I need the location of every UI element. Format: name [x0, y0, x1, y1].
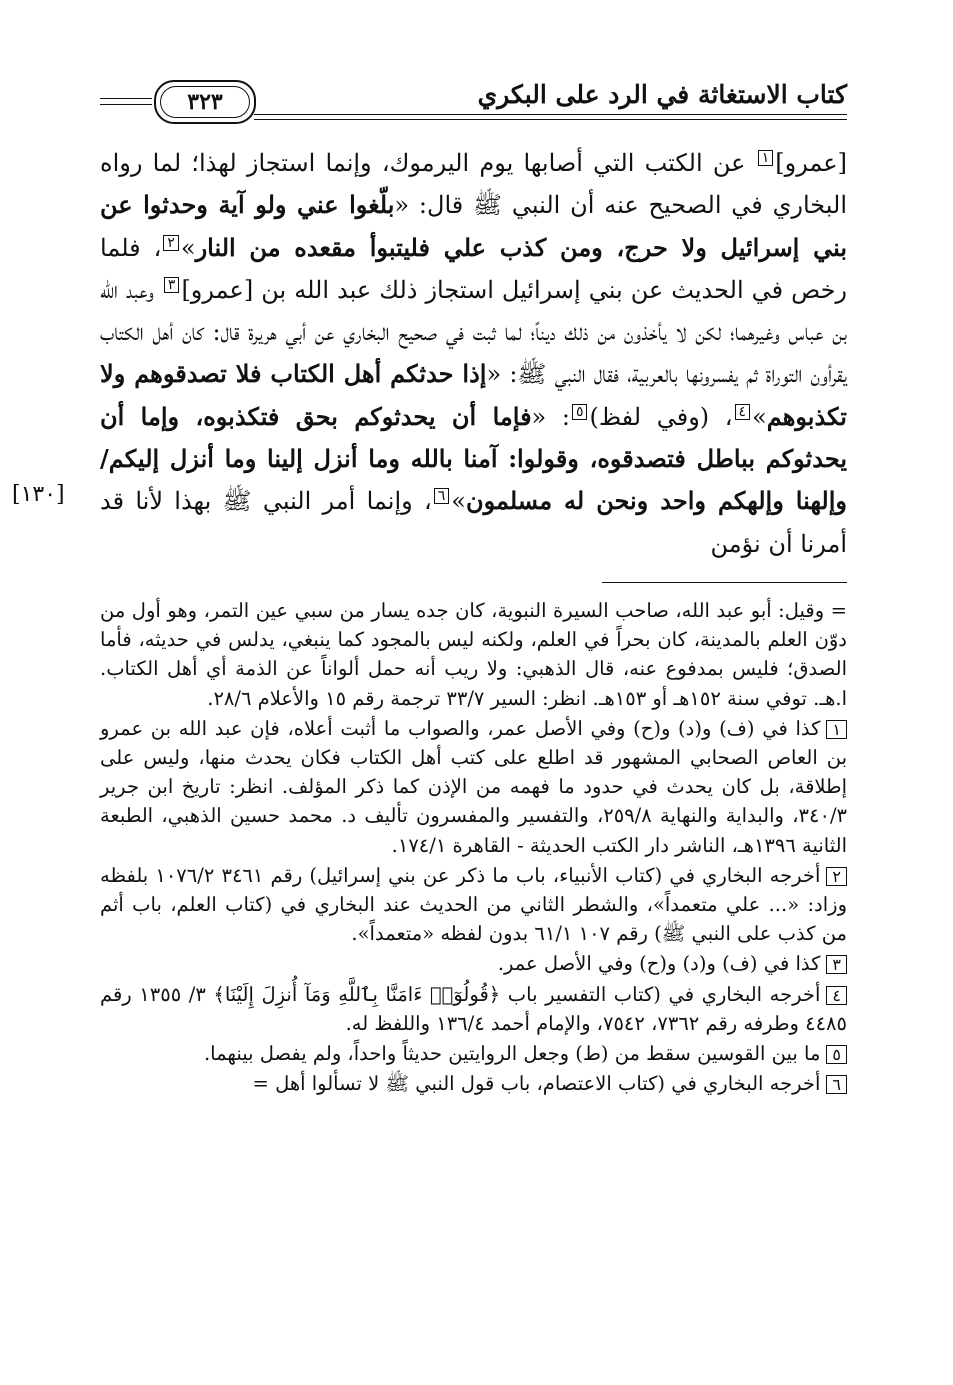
footnote-text: أخرجه البخاري في (كتاب التفسير باب ﴿قُولُوٓا۟ ءَامَنَّا بِٱللَّهِ وَمَآ أُنزِلَ إِلَيْنَا﴾ ٣/ ١٣٥٥ رقم ٤٤٨٥ وطرفه رقم ٧٣٦٢، ٧٥٤٢، والإمام أحمد ١٣٦/٤ واللفظ له. — [100, 982, 847, 1035]
page-number-frame — [154, 80, 256, 124]
header-rule-right-bottom — [254, 119, 847, 120]
text-run: » — [180, 233, 196, 262]
footnote-text: أخرجه البخاري في (كتاب الاعتصام، باب قول النبي ﷺ لا تسألوا أهل = — [252, 1072, 821, 1096]
footnote-text: أخرجه البخاري في (كتاب الأنبياء، باب ما ذكر عن بني إسرائيل) رقم ٣٤٦١ ١٠٧٦/٢ بلفظه وزاد: «... علي متعمداً»، والشطر الثاني من الحديث عند البخاري في (كتاب العلم، باب أثم من كذب على النبي ﷺ) رقم ١٠٧ ٦١/١ بدون لفظه «متعمداً». — [100, 863, 847, 946]
page-number: ٣٢٣ — [160, 86, 250, 118]
hadith-quote: فإما أن يحدثوكم بحق فتكذبوه، وإما أن يحدثوكم بباطل فتصدقوه، وقولوا: — [100, 401, 848, 474]
header-rule-left-bottom — [100, 104, 152, 105]
header-rule-left-top — [100, 98, 152, 99]
footnote-number: ٢ — [826, 867, 847, 886]
text-run: ، (وفي لفظ) — [589, 402, 733, 431]
footnote — [100, 861, 847, 949]
main-text — [100, 142, 847, 565]
text-run: وعبد الله بن عباس وغيرهما؛ لكن لا يأخذون من ذلك ديناً؛ لما ثبت في صحيح البخاري عن أبي هريرة قال: كان أهل الكتاب يقرأون التوراة ثم يفسرونها بالعربية، فقال النبي ﷺ: « — [100, 275, 847, 389]
footnote — [100, 949, 847, 978]
hadith-quote: إذا حدثكم أهل الكتاب فلا تصدقوهم ولا تكذبوهم — [100, 359, 847, 431]
footnote-reference[interactable]: ٤ — [735, 404, 751, 420]
footnote-number: ١ — [826, 720, 847, 739]
footnote-reference[interactable]: ١ — [758, 150, 774, 166]
book-title: كتاب الاستغاثة في الرد على البكري — [477, 80, 847, 109]
footnote-reference[interactable]: ٦ — [434, 488, 450, 504]
footnotes — [100, 596, 847, 1099]
footnote — [100, 980, 847, 1038]
hadith-quote: آمنا بالله وما أنزل إلينا وما أنزل إليكم/ وإلهنا وإلهكم واحد ونحن له مسلمون — [100, 444, 847, 516]
footnote-text: ما بين القوسين سقط من (ط) وجعل الروايتين حديثاً واحداً، ولم يفصل بينهما. — [203, 1042, 821, 1066]
page-header — [100, 78, 847, 122]
text-run: ، وإنما أمر النبي ﷺ بهذا لأنا قد أمرنا أن نؤمن — [100, 487, 847, 558]
footnote-text: كذا في (ف) و(د) و(ح) وفي الأصل عمر. — [497, 952, 821, 976]
footnote-reference[interactable]: ٢ — [163, 235, 179, 251]
text-run: ، فلما رخص في الحديث عن بني إسرائيل استجاز ذلك عبد الله بن [عمرو] — [100, 233, 847, 304]
footnote — [100, 714, 847, 860]
text-run: عن الكتب التي أصابها يوم اليرموك، وإنما استجاز لهذا؛ لما رواه البخاري في الصحيح عنه أن النبي ﷺ قال: « — [100, 149, 847, 220]
text-run: : « — [531, 402, 570, 431]
text-run: » — [752, 402, 767, 431]
footnote-reference[interactable]: ٣ — [164, 277, 180, 293]
footnote-separator — [602, 582, 847, 583]
footnote-number: ٤ — [826, 986, 847, 1005]
footnote-reference[interactable]: ٥ — [572, 404, 588, 420]
footnote-number: ٦ — [826, 1075, 847, 1094]
footnote-text: = وقيل: أبو عبد الله، صاحب السيرة النبوية، كان جده يسار من سبي عين التمر، وهو أول من دوّن العلم بالمدينة، كان بحراً في العلم، ولكنه ليس بالمجود كما ينبغي، يدلس في حديثه، فأما الصدق؛ فليس بمدفوع عنه، قال الذهبي: ولا ريب أنه حمل ألواناً عن الذمة أي أهل الكتاب. ا.هـ. توفي سنة ١٥٢هـ أو ١٥٣هـ. انظر: السير ٣٣/٧ ترجمة رقم ١٥ والأعلام ٢٨/٦. — [100, 599, 848, 710]
text-run: » — [451, 487, 466, 516]
footnote — [100, 1039, 847, 1068]
footnote — [100, 596, 847, 713]
footnote-number: ٣ — [826, 955, 847, 974]
footnote-text: كذا في (ف) و(د) و(ح) وفي الأصل عمر، والصواب ما أثبت أعلاه، فإن عبد الله بن عمرو بن العاص الصحابي المشهور قد اطلع على كتب أهل الكتاب فكان يحدث منها، وليس على إطلاقة، بل كان يحدث في حدود ما فهمه من الإذن كما ذكر المؤلف. انظر: تاريخ ابن جرير ٣٤٠/٣، والبداية والنهاية ٢٥٩/٨، والتفسير والمفسرون تأليف د. محمد حسين الذهبي، الطبعة الثانية ١٣٩٦هـ، الناشر دار الكتب الحديثة - القاهرة ١٧٤/١. — [100, 716, 847, 857]
main-paragraph — [100, 142, 847, 565]
hadith-quote: بلّغوا عني ولو آية وحدثوا عن بني إسرائيل ولا حرج، ومن كذب علي فليتبوأ مقعده من النار — [100, 190, 847, 262]
footnote — [100, 1069, 847, 1098]
footnote-number: ٥ — [826, 1045, 847, 1064]
manuscript-folio-marker: [١٣٠] — [12, 482, 65, 507]
text-run: [عمرو] — [775, 149, 847, 177]
header-rule-right-top — [254, 114, 847, 115]
